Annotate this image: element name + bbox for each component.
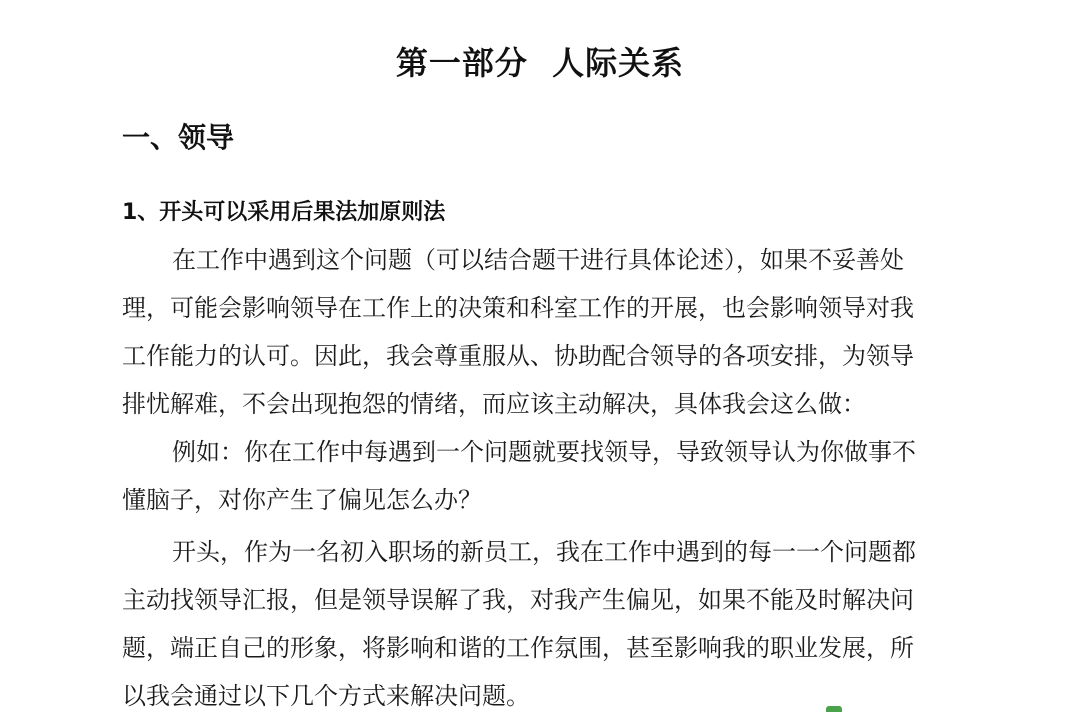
paragraph-line: 开头，作为一名初入职场的新员工，我在工作中遇到的每一一个问题都 — [172, 538, 916, 566]
cropped-green-mark — [826, 706, 842, 712]
paragraph-2 — [122, 428, 962, 524]
paragraph-1 — [122, 236, 962, 428]
paragraph-line: 工作能力的认可。因此，我会尊重服从、协助配合领导的各项安排，为领导 — [122, 342, 914, 370]
section-heading: 一、领导 — [122, 121, 235, 154]
paragraph-line: 理，可能会影响领导在工作上的决策和科室工作的开展，也会影响领导对我 — [122, 294, 914, 322]
document-body — [122, 236, 962, 712]
paragraph-line: 排忧解难，不会出现抱怨的情绪，而应该主动解决，具体我会这么做： — [122, 390, 866, 418]
paragraph-3 — [122, 528, 962, 712]
page-title: 第一部分 人际关系 — [395, 44, 685, 82]
paragraph-line: 主动找领导汇报，但是领导误解了我，对我产生偏见，如果不能及时解决问 — [122, 586, 914, 614]
paragraph-line: 在工作中遇到这个问题（可以结合题干进行具体论述），如果不妥善处 — [172, 246, 904, 274]
paragraph-line: 例如：你在工作中每遇到一个问题就要找领导，导致领导认为你做事不 — [172, 438, 916, 466]
paragraph-line: 懂脑子，对你产生了偏见怎么办？ — [122, 486, 482, 514]
subsection-heading: 1、开头可以采用后果法加原则法 — [122, 200, 446, 225]
paragraph-line: 以我会通过以下几个方式来解决问题。 — [122, 682, 530, 710]
paragraph-line: 题，端正自己的形象，将影响和谐的工作氛围，甚至影响我的职业发展，所 — [122, 634, 914, 662]
